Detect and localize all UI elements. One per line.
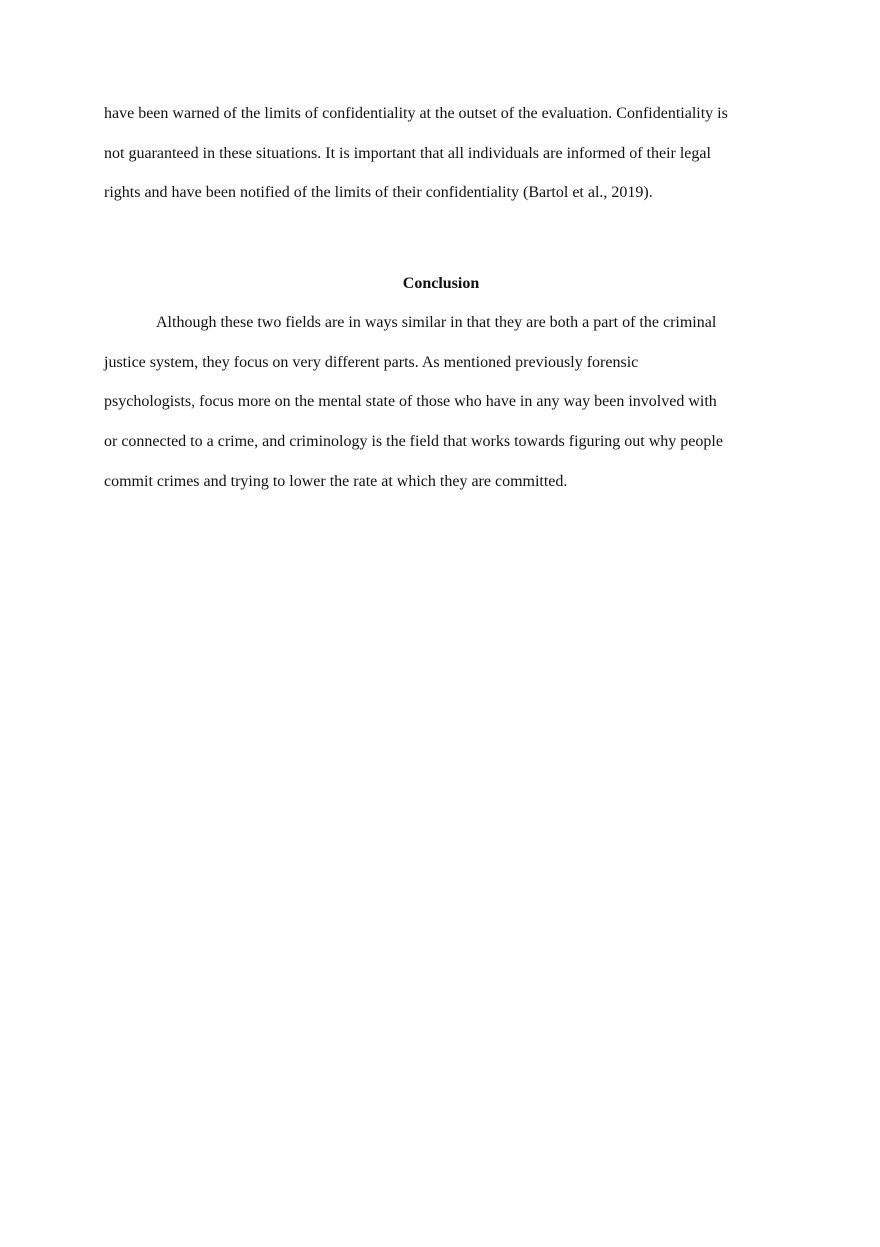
body-text-line: not guaranteed in these situations. It is important that all individuals are informed of their legal: [104, 145, 711, 162]
conclusion-text-line: justice system, they focus on very different parts. As mentioned previously forensic: [104, 354, 639, 371]
conclusion-text-line: commit crimes and trying to lower the rate at which they are committed.: [104, 473, 568, 490]
body-text-line: have been warned of the limits of confidentiality at the outset of the evaluation. Confidentiality is: [104, 105, 728, 122]
conclusion-text-line: psychologists, focus more on the mental state of those who have in any way been involved with: [104, 393, 717, 410]
conclusion-text-line: or connected to a crime, and criminology is the field that works towards figuring out why people: [104, 433, 723, 450]
conclusion-text-line: Although these two fields are in ways similar in that they are both a part of the criminal: [156, 314, 717, 331]
body-text-line: rights and have been notified of the limits of their confidentiality (Bartol et al., 2019).: [104, 184, 653, 201]
section-heading-conclusion: Conclusion: [402, 275, 480, 292]
